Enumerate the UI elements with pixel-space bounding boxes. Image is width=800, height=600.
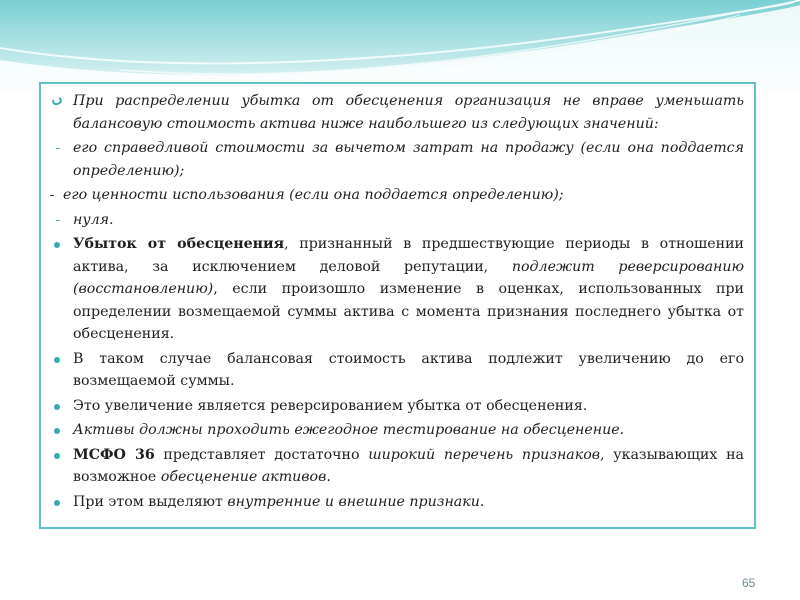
list-item — [41, 233, 754, 346]
list-item — [41, 209, 754, 232]
text-segment: внутренние и внешние признаки — [227, 493, 480, 510]
list-item — [41, 184, 754, 207]
text-segment: , если произошло изменение в оценках, использованных при определении возмещаемой суммы актива с момента признания последнего убытка от обесценения. — [73, 281, 744, 342]
header-wave-decoration — [0, 0, 800, 90]
text-segment: его ценности использования (если она поддается определению); — [63, 187, 564, 203]
text-segment: . — [479, 493, 485, 510]
dash-marker — [51, 209, 65, 232]
text-segment: , указывающих на возможное — [73, 446, 744, 485]
text-segment: представляет достаточно — [154, 446, 369, 463]
list-item — [41, 419, 754, 442]
text-segment: . — [326, 469, 331, 485]
text-segment: нуля. — [73, 211, 114, 228]
text-segment: обесценение активов — [160, 469, 327, 485]
slide-content-box — [39, 82, 756, 529]
list-item — [41, 348, 754, 393]
list-item — [41, 491, 754, 514]
text-segment: , признанный в предшествующие периоды в отношении актива, за исключением деловой репутации, — [73, 236, 744, 275]
text-segment: МСФО 36 — [73, 446, 155, 463]
list-item — [41, 137, 754, 182]
text-segment: При распределении убытка от обесценения организация не вправе уменьшать балансовую стоимость актива ниже наибольшего из следующих значений: — [73, 93, 744, 132]
text-segment: его справедливой стоимости за вычетом затрат на продажу (если она поддается определению); — [73, 140, 744, 179]
dash-marker — [45, 184, 59, 207]
list-item — [41, 395, 754, 418]
text-segment: широкий перечень признаков — [368, 446, 601, 463]
text-segment: Активы должны проходить ежегодное тестирование на обесценение. — [73, 422, 625, 438]
text-segment: При этом выделяют — [73, 493, 228, 510]
list-item — [41, 90, 754, 135]
dash-marker — [51, 137, 65, 160]
text-segment: подлежит реверсированию (восстановлению) — [73, 258, 745, 297]
text-segment: Убыток от обесценения — [73, 236, 285, 252]
bullet-list — [41, 90, 754, 515]
list-item — [41, 444, 754, 489]
text-segment: Это увеличение является реверсированием убытка от обесценения. — [73, 397, 588, 414]
page-number: 65 — [742, 576, 756, 590]
text-segment: В таком случае балансовая стоимость актива подлежит увеличению до его возмещаемой суммы. — [73, 350, 744, 389]
